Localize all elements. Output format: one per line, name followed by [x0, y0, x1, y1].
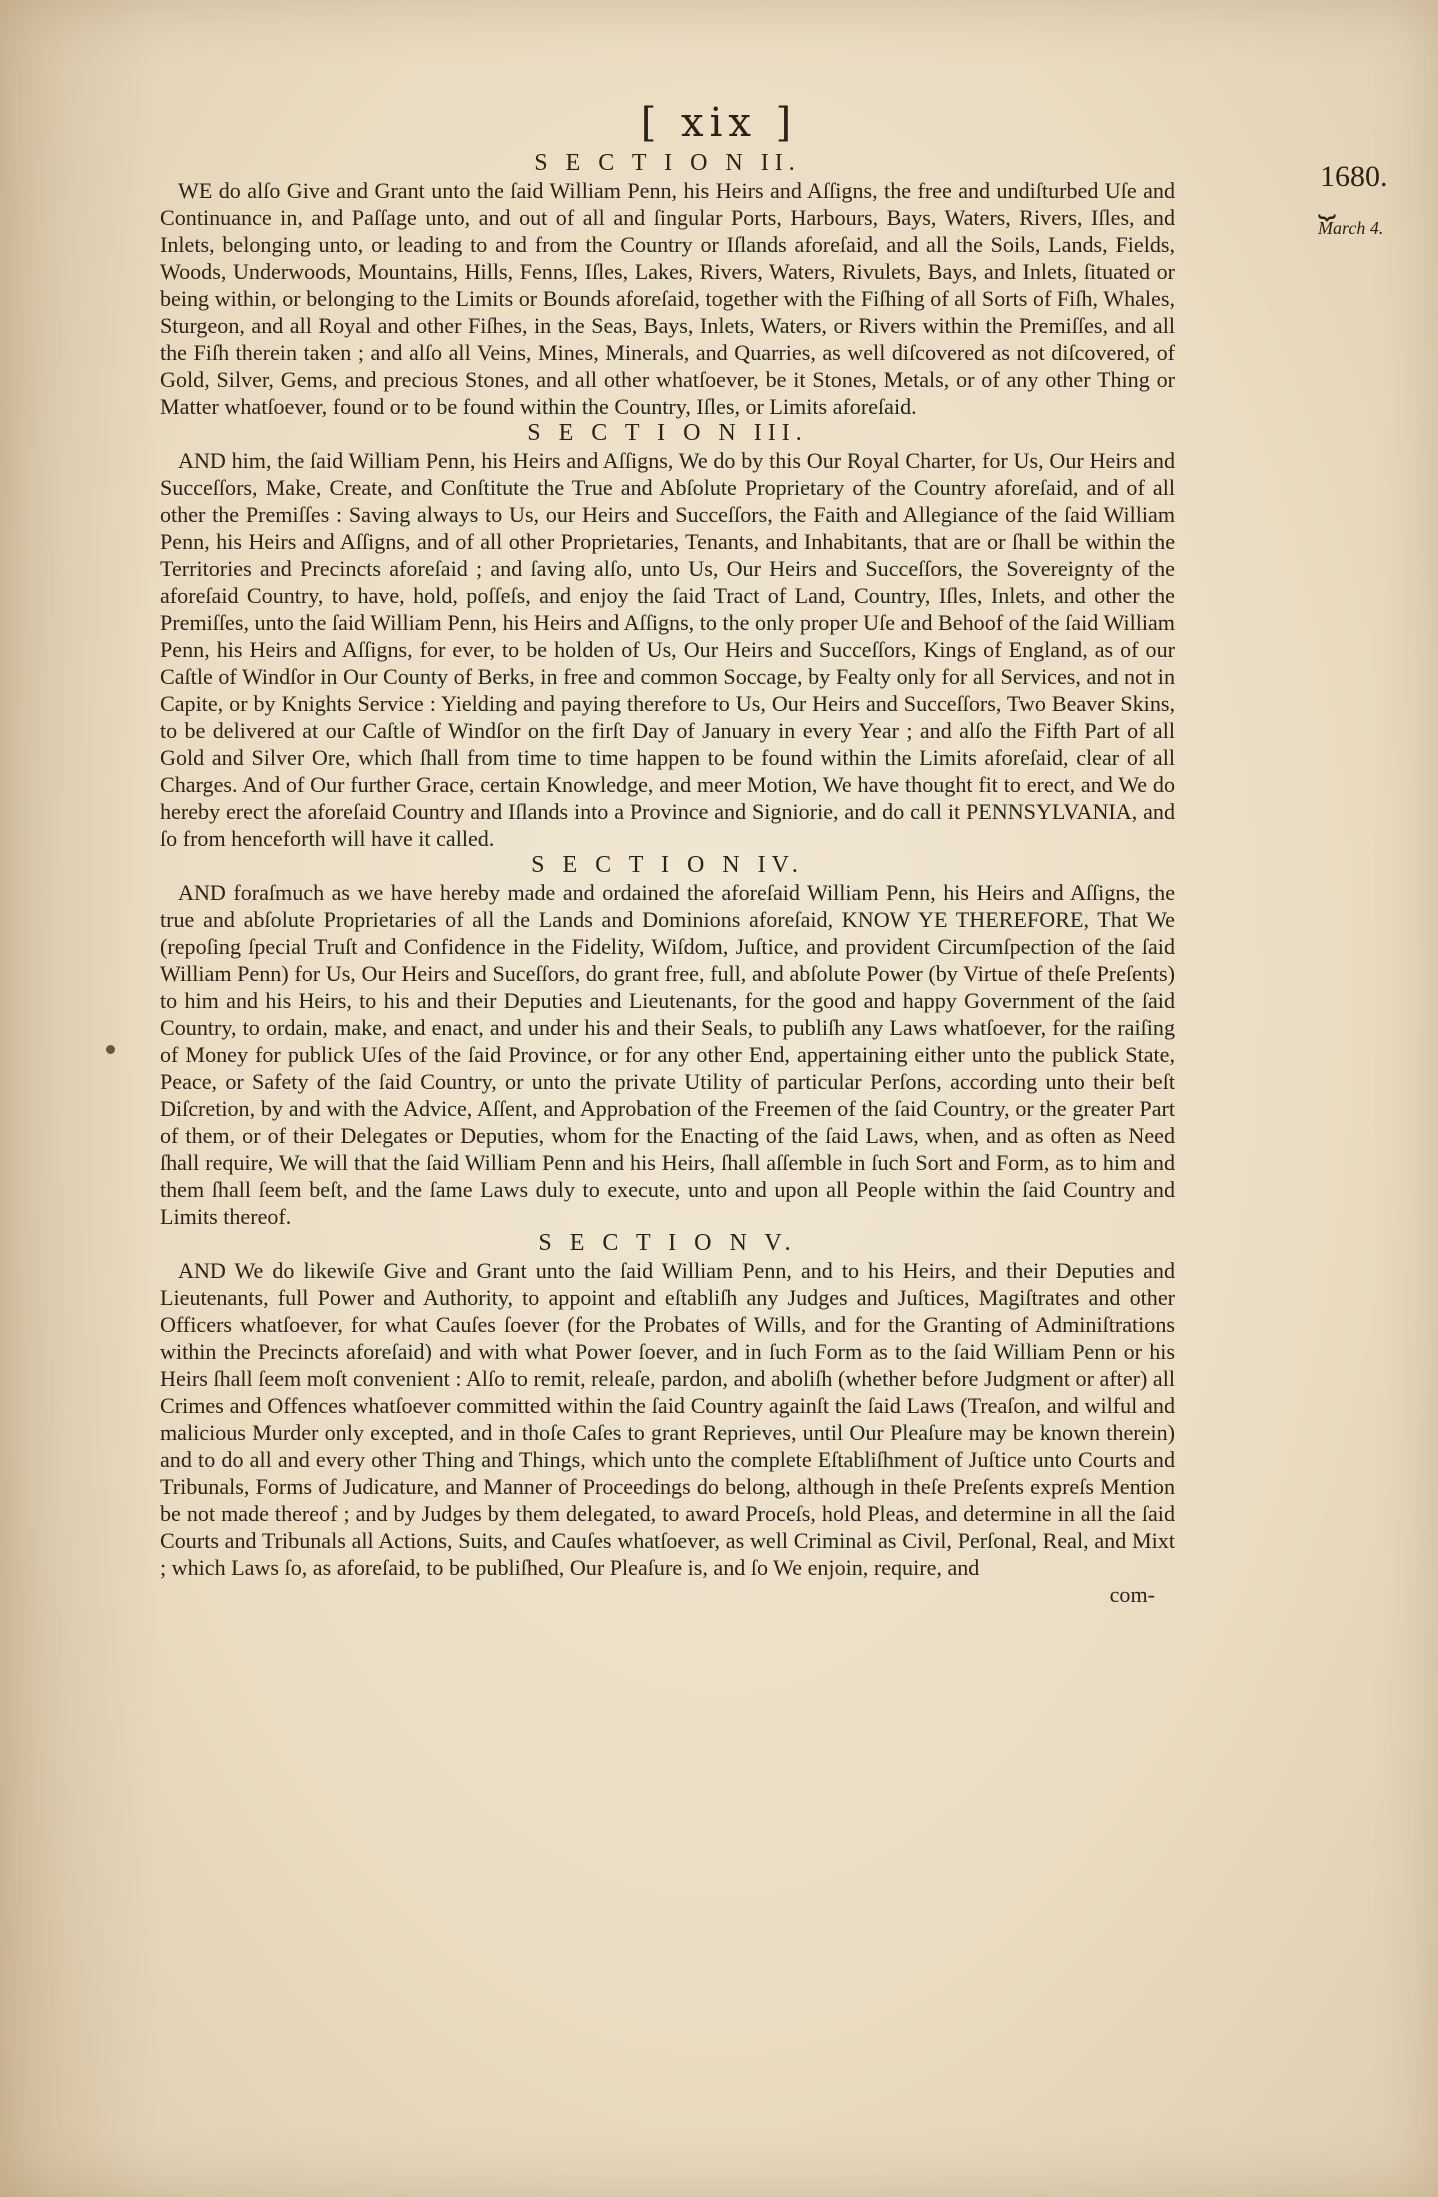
margin-brace: ⏟ — [1318, 186, 1336, 219]
section-2-text: WE do alſo Give and Grant unto the ſaid William Penn, his Heirs and Aſſigns, the free and undiſturbed Uſe and Continuance in, and Paſſage unto, and out of all and ſingular Ports, Harbours, Bays, Waters, Rivers, Iſles, and Inlets, belonging unto, or leading to and from the Country or Iſlands aforeſaid, and all the Soils, Lands, Fields, Woods, Underwoods, Mountains, Hills, Fenns, Iſles, Lakes, Rivers, Waters, Rivulets, Bays, and Inlets, ſituated or being within, or belonging to the Limits or Bounds aforeſaid, together with the Fiſhing of all Sorts of Fiſh, Whales, Sturgeon, and all Royal and other Fiſhes, in the Seas, Bays, Inlets, Waters, or Rivers within the Premiſſes, and all the Fiſh therein taken ; and alſo all Veins, Mines, Minerals, and Quarries, as well diſcovered as not diſcovered, of Gold, Silver, Gems, and precious Stones, and all other whatſoever, be it Stones, Metals, or of any other Thing or Matter whatſoever, found or to be found within the Country, Iſles, or Limits aforeſaid. — [160, 178, 1175, 419]
section-3-heading: S E C T I O N III. — [527, 420, 808, 446]
section-2-heading: S E C T I O N II. — [534, 150, 801, 176]
margin-year: 1680. — [1320, 160, 1388, 193]
paper-stain — [0, 0, 160, 2197]
section-5-heading: S E C T I O N V. — [538, 1230, 797, 1256]
catchword: com- — [1109, 1582, 1155, 1607]
section-4-text: AND foraſmuch as we have hereby made and ordained the aforeſaid William Penn, his Heirs and Aſſigns, the true and abſolute Proprietaries of all the Lands and Dominions aforeſaid, KNOW YE THEREFORE, That We (repoſing ſpecial Truſt and Confidence in the Fidelity, Wiſdom, Juſtice, and provident Circumſpection of the ſaid William Penn) for Us, Our Heirs and Suceſſors, do grant free, full, and abſolute Power (by Virtue of theſe Preſents) to him and his Heirs, to his and their Deputies and Lieutenants, for the good and happy Government of the ſaid Country, to ordain, make, and enact, and under his and their Seals, to publiſh any Laws whatſoever, for the raiſing of Money for publick Uſes of the ſaid Province, or for any other End, appertaining either unto the publick State, Peace, or Safety of the ſaid Country, or unto the private Utility of particular Perſons, according unto their beſt Diſcretion, by and with the Advice, Aſſent, and Approbation of the Freemen of the ſaid Country, or the greater Part of them, or of their Delegates or Deputies, whom for the Enacting of the ſaid Laws, when, and as often as Need ſhall require, We will that the ſaid William Penn and his Heirs, ſhall aſſemble in ſuch Sort and Form, as to him and them ſhall ſeem beſt, and the ſame Laws duly to execute, unto and upon all People within the ſaid Country and Limits thereof. — [160, 880, 1175, 1229]
ink-spot — [106, 1045, 115, 1054]
section-3-text: AND him, the ſaid William Penn, his Heirs and Aſſigns, We do by this Our Royal Charter, for Us, Our Heirs and Succeſſors, Make, Create, and Conſtitute the True and Abſolute Proprietary of the Country aforeſaid, and of all other the Premiſſes : Saving always to Us, our Heirs and Succeſſors, the Faith and Allegiance of the ſaid William Penn, his Heirs and Aſſigns, and of all other Proprietaries, Tenants, and Inhabitants, that are or ſhall be within the Territories and Precincts aforeſaid ; and ſaving alſo, unto Us, Our Heirs and Succeſſors, the Sovereignty of the aforeſaid Country, to have, hold, poſſeſs, and enjoy the ſaid Tract of Land, Country, Iſles, Inlets, and other the Premiſſes, unto the ſaid William Penn, his Heirs and Aſſigns, to the only proper Uſe and Behoof of the ſaid William Penn, his Heirs and Aſſigns, for ever, to be holden of Us, Our Heirs and Succeſſors, Kings of England, as of our Caſtle of Windſor in Our County of Berks, in free and common Soccage, by Fealty only for all Services, and not in Capite, or by Knights Service : Yielding and paying therefore to Us, Our Heirs and Succeſſors, Two Beaver Skins, to be delivered at our Caſtle of Windſor on the firſt Day of January in every Year ; and alſo the Fifth Part of all Gold and Silver Ore, which ſhall from time to time happen to be found within the Limits aforeſaid, clear of all Charges. And of Our further Grace, certain Knowledge, and meer Motion, We have thought fit to erect, and We do hereby erect the aforeſaid Country and Iſlands into a Province and Signiorie, and do call it PENNSYLVANIA, and ſo from henceforth will have it called. — [160, 448, 1175, 851]
margin-date: March 4. — [1318, 218, 1384, 238]
page-number: [ xix ] — [640, 100, 798, 146]
document-body — [160, 150, 1175, 1608]
section-5-text: AND We do likewiſe Give and Grant unto the ſaid William Penn, and to his Heirs, and their Deputies and Lieutenants, full Power and Authority, to appoint and eſtabliſh any Judges and Juſtices, Magiſtrates and other Officers whatſoever, for what Cauſes ſoever (for the Probates of Wills, and for the Granting of Adminiſtrations within the Precincts aforeſaid) and with what Power ſoever, and in ſuch Form as to the ſaid William Penn or his Heirs ſhall ſeem moſt convenient : Alſo to remit, releaſe, pardon, and aboliſh (whether before Judgment or after) all Crimes and Offences whatſoever committed within the ſaid Country againſt the ſaid Laws (Treaſon, and wilful and malicious Murder only excepted, and in thoſe Caſes to grant Reprieves, until Our Pleaſure may be known therein) and to do all and every other Thing and Things, which unto the complete Eſtabliſhment of Juſtice unto Courts and Tribunals, Forms of Judicature, and Manner of Proceedings do belong, although in theſe Preſents expreſs Mention be not made thereof ; and by Judges by them delegated, to award Proceſs, hold Pleas, and determine in all the ſaid Courts and Tribunals all Actions, Suits, and Cauſes whatſoever, as well Criminal as Civil, Perſonal, Real, and Mixt ; which Laws ſo, as aforeſaid, to be publiſhed, Our Pleaſure is, and ſo We enjoin, require, and — [160, 1258, 1175, 1580]
section-4-heading: S E C T I O N IV. — [531, 852, 804, 878]
